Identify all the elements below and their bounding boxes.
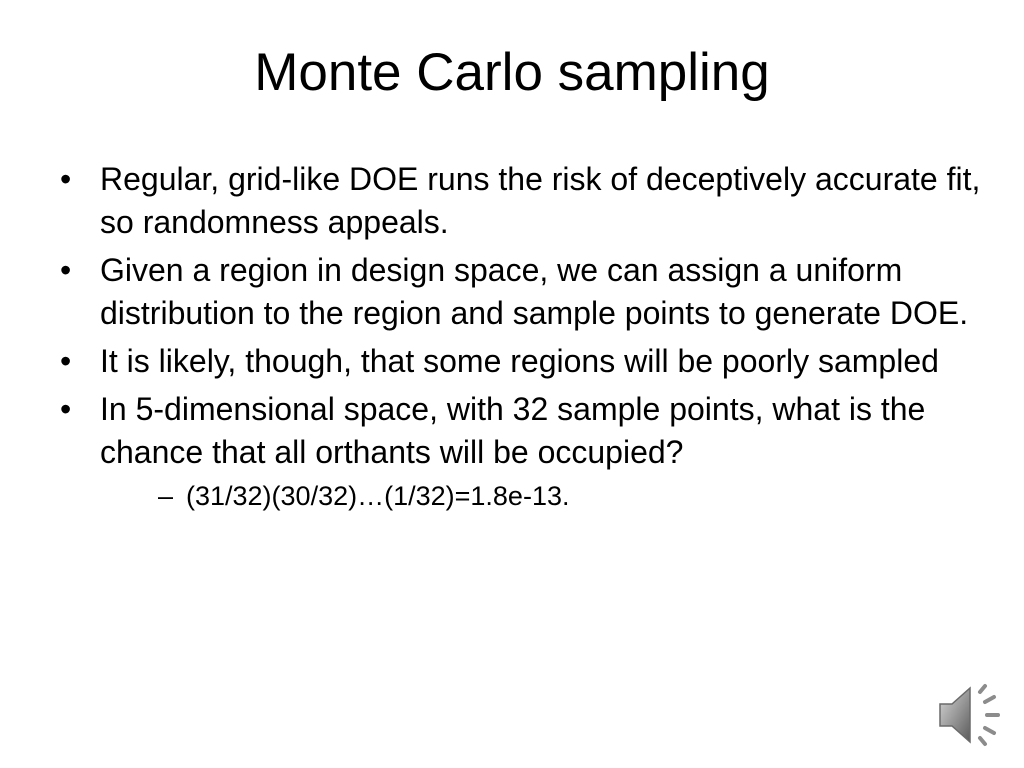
bullet-marker: •: [60, 343, 72, 379]
sub-bullet-text: (31/32)(30/32)…(1/32)=1.8e-13.: [186, 481, 570, 511]
bullet-marker: •: [60, 391, 72, 427]
bullet-text: Given a region in design space, we can assign a uniform distribution to the region and sample points to generate DOE.: [100, 252, 969, 331]
bullet-item: [60, 388, 1000, 516]
bullet-marker: •: [60, 161, 72, 197]
bullet-text: In 5-dimensional space, with 32 sample points, what is the chance that all orthants will be occupied?: [100, 391, 926, 470]
sub-bullet-marker: –: [158, 481, 174, 511]
bullet-list: [60, 158, 1000, 521]
bullet-item: [60, 249, 1000, 335]
bullet-text: It is likely, though, that some regions will be poorly sampled: [100, 343, 939, 379]
bullet-marker: •: [60, 252, 72, 288]
slide-title: Monte Carlo sampling: [254, 43, 770, 102]
bullet-text: Regular, grid-like DOE runs the risk of deceptively accurate fit, so randomness appeals.: [100, 161, 981, 240]
bullet-item: [60, 158, 1000, 244]
speaker-icon[interactable]: [932, 680, 1008, 750]
sub-bullet-item: [100, 476, 1000, 516]
bullet-item: [60, 340, 1000, 383]
